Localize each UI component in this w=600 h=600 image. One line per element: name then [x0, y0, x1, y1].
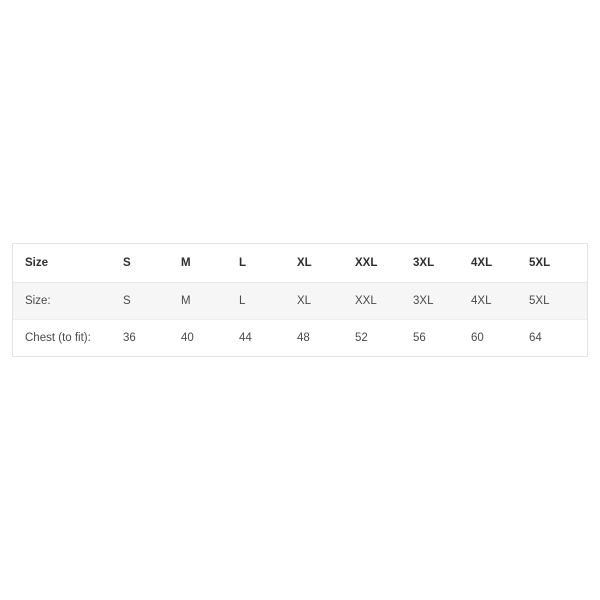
cell-chest-l: 44 [239, 332, 252, 344]
cell-chest-s: 36 [123, 332, 136, 344]
row-label-size: Size: [13, 283, 123, 320]
size-chart-table [13, 244, 587, 356]
cell-chest-5xl: 64 [529, 332, 542, 344]
cell-size-xxl: XXL [355, 283, 413, 320]
column-header-size: Size [13, 244, 123, 283]
table-body [13, 283, 587, 357]
cell-size-xl: XL [297, 283, 355, 320]
column-header-3xl: 3XL [413, 244, 471, 283]
row-label-chest: Chest (to fit): [25, 332, 91, 344]
cell-size-4xl: 4XL [471, 283, 529, 320]
table-header-row [13, 244, 587, 283]
size-chart-container [12, 243, 588, 357]
column-header-5xl: 5XL [529, 244, 587, 283]
column-header-s: S [123, 244, 181, 283]
cell-size-5xl: 5XL [529, 283, 587, 320]
cell-chest-xxl: 52 [355, 332, 368, 344]
cell-chest-xl: 48 [297, 332, 310, 344]
cell-chest-m: 40 [181, 332, 194, 344]
cell-size-s: S [123, 283, 181, 320]
cell-size-3xl: 3XL [413, 283, 471, 320]
cell-chest-4xl: 60 [471, 332, 484, 344]
column-header-m: M [181, 244, 239, 283]
column-header-xl: XL [297, 244, 355, 283]
table-header [13, 244, 587, 283]
column-header-xxl: XXL [355, 244, 413, 283]
column-header-l: L [239, 244, 297, 283]
cell-size-l: L [239, 283, 297, 320]
table-row [13, 283, 587, 320]
cell-chest-3xl: 56 [413, 332, 426, 344]
table-row [13, 320, 587, 357]
cell-size-m: M [181, 283, 239, 320]
column-header-4xl: 4XL [471, 244, 529, 283]
